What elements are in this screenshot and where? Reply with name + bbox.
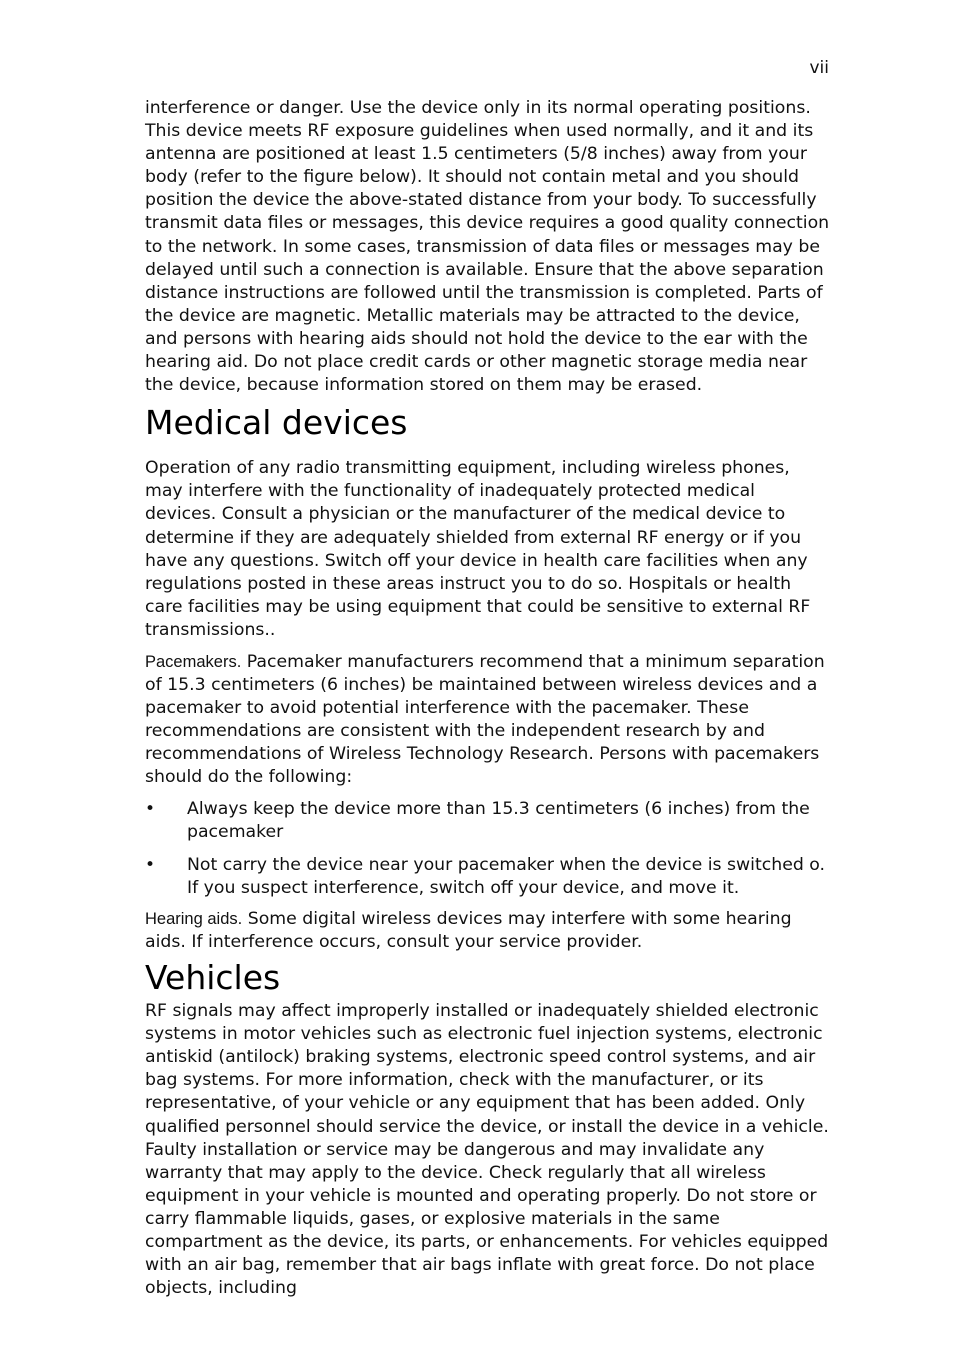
page-content [145, 97, 830, 1300]
intro-paragraph: interference or danger. Use the device only in its normal operating positions. This device meets RF exposure guidelines when used normally, and it and its antenna are positioned at least 1.5 centimeters (5/8 inches) away from your body (refer to the figure below). It should not contain metal and you should position the device the above-stated distance from your body. To successfully transmit data files or messages, this device requires a good quality connection to the network. In some cases, transmission of data files or messages may be delayed until such a connection is available. Ensure that the above separation distance instructions are followed until the transmission is completed. Parts of the device are magnetic. Metallic materials may be attracted to the device, and persons with hearing aids should not hold the device to the ear with the hearing aid. Do not place credit cards or other magnetic storage media near the device, because information stored on them may be erased. [145, 98, 830, 396]
bullet-icon: • [145, 854, 156, 875]
hearing-aids-text: Some digital wireless devices may interfere with some hearing aids. If interference occurs, consult your service provider. [145, 908, 792, 952]
list-item [145, 798, 830, 844]
hearing-aids-paragraph [145, 908, 830, 954]
section-heading-medical-devices: Medical devices [145, 403, 408, 443]
pacemakers-paragraph [145, 651, 830, 790]
medical-devices-paragraph: Operation of any radio transmitting equipment, including wireless phones, may interfere with the functionality of inadequately protected medical devices. Consult a physician or the manufacturer of the medical device to determine if they are adequately shielded from external RF energy or if you have any questions. Switch off your device in health care facilities when any regulations posted in these areas instruct you to do so. Hospitals or health care facilities may be using equipment that could be sensitive to external RF transmissions.. [145, 458, 811, 640]
pacemaker-guidelines-list [145, 798, 830, 900]
page-number: vii [809, 58, 829, 78]
list-item-text: Always keep the device more than 15.3 centimeters (6 inches) from the pacemaker [187, 798, 810, 842]
vehicles-paragraph: RF signals may affect improperly installed or inadequately shielded electronic systems in motor vehicles such as electronic fuel injection systems, electronic antiskid (antilock) braking systems, electronic speed control systems, and air bag systems. For more information, check with the manufacturer, or its representative, of your vehicle or any equipment that has been added. Only qualified personnel should service the device, or install the device in a vehicle. Faulty installation or service may be dangerous and may invalidate any warranty that may apply to the device. Check regularly that all wireless equipment in your vehicle is mounted and operating properly. Do not store or carry flammable liquids, gases, or explosive materials in the same compartment as the device, its parts, or enhancements. For vehicles equipped with an air bag, remember that air bags inflate with great force. Do not place objects, including [145, 1001, 829, 1299]
hearing-aids-run-in-label: Hearing aids. [145, 909, 243, 928]
list-item-text: Not carry the device near your pacemaker when the device is switched o. If you suspect interference, switch off your device, and move it. [187, 854, 826, 898]
pacemakers-text: Pacemaker manufacturers recommend that a minimum separation of 15.3 centimeters (6 inches) be maintained between wireless devices and a pacemaker to avoid potential interference with the pacemaker. These recommendations are consistent with the independent research by and recommendations of Wireless Technology Research. Persons with pacemakers should do the following: [145, 651, 825, 788]
pacemakers-run-in-label: Pacemakers. [145, 652, 242, 671]
list-item [145, 854, 830, 900]
section-heading-vehicles: Vehicles [145, 958, 281, 998]
bullet-icon: • [145, 798, 156, 819]
